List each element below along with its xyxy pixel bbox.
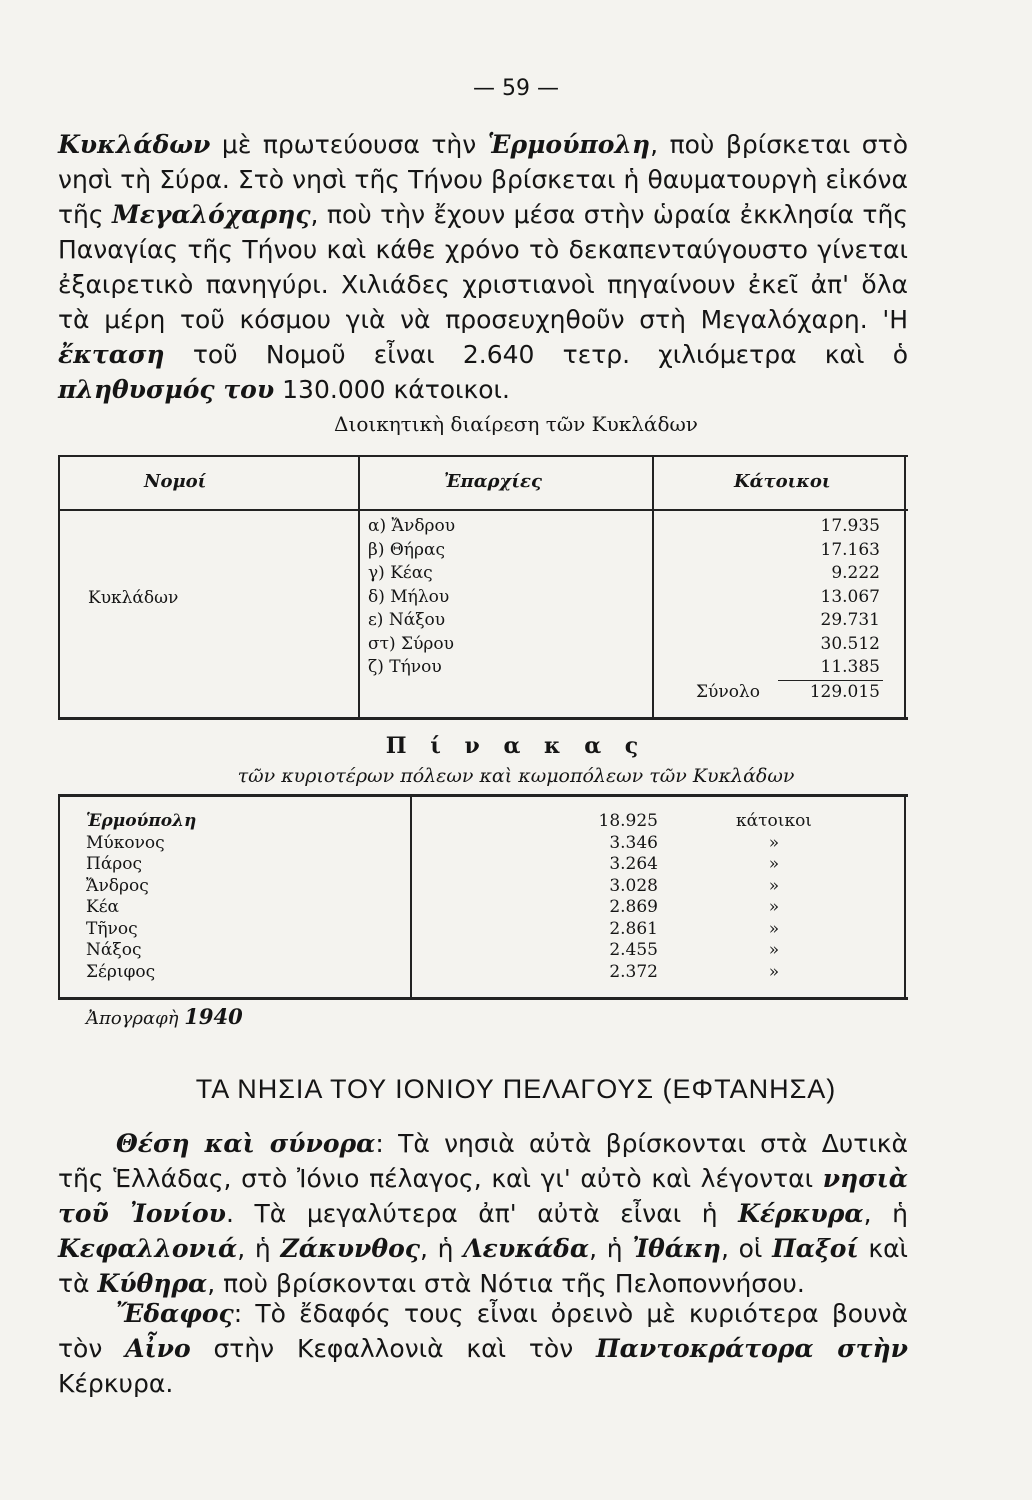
town-row: Ἄνδρος xyxy=(86,875,149,896)
town-population: 2.869 xyxy=(609,897,658,917)
town-row: Πάρος xyxy=(86,854,143,874)
header-prefectures: Νομοί xyxy=(144,471,207,492)
total-label: Σύνολο xyxy=(696,682,760,702)
population-value: 9.222 xyxy=(831,563,880,583)
province-populations xyxy=(758,515,880,680)
island-name: Κέρκυρα xyxy=(738,1199,864,1228)
population-value: 11.385 xyxy=(820,657,880,677)
ionian-terrain-paragraph: Ἔδαφος: Τὸ ἔδαφός τους εἶναι ὀρεινὸ μὲ κυριότερα βουνὰ τὸν Αἶνο στὴν Κεφαλλονιὰ καὶ τὸν Παντοκράτορα στὴν Κέρκυρα. xyxy=(58,1299,908,1398)
population-value: 17.163 xyxy=(820,539,880,560)
area-term: ἔκταση xyxy=(58,340,165,369)
town-population: 18.925 xyxy=(598,811,658,831)
census-note xyxy=(86,1004,243,1029)
section-heading: ΤΑ ΝΗΣΙΑ ΤΟΥ ΙΟΝΙΟΥ ΠΕΛΑΓΟΥΣ (ΕΦΤΑΝΗΣΑ) xyxy=(195,1074,837,1104)
province-row: ζ) Τήνου xyxy=(368,657,442,677)
census-label: Ἀπογραφὴ xyxy=(86,1008,179,1029)
ditto-mark: » xyxy=(768,940,780,960)
town-population: 3.264 xyxy=(609,854,658,874)
icon-term: Μεγαλόχαρης xyxy=(112,200,311,229)
total-value: 129.015 xyxy=(809,682,880,702)
population-value: 30.512 xyxy=(820,633,880,654)
town-population: 3.346 xyxy=(609,832,658,853)
unit-column xyxy=(714,811,834,983)
cyclades-term: Κυκλάδων xyxy=(58,130,211,159)
province-row: δ) Μήλου xyxy=(368,586,450,607)
town-row: Σέριφος xyxy=(86,961,156,982)
town-population: 2.455 xyxy=(609,940,658,960)
census-year: 1940 xyxy=(184,1004,243,1029)
province-list xyxy=(368,515,455,680)
ionian-position-paragraph: Θέση καὶ σύνορα: Τὰ νησιὰ αὐτὰ βρίσκονται στὰ Δυτικὰ τῆς Ἑλλάδας, στὸ Ἰόνιο πέλαγος, καὶ γι' αὐτὸ καὶ λέγονται νησιὰ τοῦ Ἰονίου. Τὰ μεγαλύτερα ἀπ' αὐτὰ εἶναι ἡ Κέρκυρα, ἡ Κεφαλλονιά, ἡ Ζάκυνθος, ἡ Λευκάδα, ἡ Ἰθάκη, οἱ Παξοί καὶ τὰ Κύθηρα, ποὺ βρίσκονται στὰ Νότια τῆς Πελοποννήσου. xyxy=(58,1129,909,1298)
town-row: Νάξος xyxy=(86,940,142,960)
ditto-mark: » xyxy=(768,875,780,896)
intro-paragraph: Κυκλάδων μὲ πρωτεύουσα τὴν Ἑρμούπολη, ποὺ βρίσκεται στὸ νησὶ τὴ Σύρα. Στὸ νησὶ τῆς Τήνου βρίσκεται ἡ θαυματουργὴ εἰκόνα τῆς Μεγαλόχαρης, ποὺ τὴν ἔχουν μέσα στὴν ὡραία ἐκκλησία τῆς Παναγίας τῆς Τήνου καὶ κάθε χρόνο τὸ δεκαπενταύγουστο γίνεται ἐξαιρετικὸ πανηγύρι. Χιλιάδες χριστιανοὶ πηγαίνουν ἐκεῖ ἀπ' ὅλα τὰ μέρη τοῦ κόσμου γιὰ νὰ προσευχηθοῦν στὴ Μεγαλόχαρη. 'Η ἔκταση τοῦ Νομοῦ εἶναι 2.640 τετρ. χιλιόμετρα καὶ ὁ πληθυσμός του 130.000 κάτοικοι. xyxy=(58,130,908,404)
page-number: — 59 — xyxy=(473,76,559,101)
admin-table xyxy=(58,455,908,720)
towns-table-subtitle: τῶν κυριοτέρων πόλεων καὶ κωμοπόλεων τῶν Κυκλάδων xyxy=(237,765,795,787)
population-term: πληθυσμός του xyxy=(58,375,275,404)
prefecture-name: Κυκλάδων xyxy=(88,588,179,608)
header-inhabitants: Κάτοικοι xyxy=(734,471,831,492)
population-value: 13.067 xyxy=(820,586,880,607)
ditto-mark: » xyxy=(768,918,780,939)
town-population: 2.372 xyxy=(609,961,658,982)
island-name: Κεφαλλονιά xyxy=(58,1234,238,1263)
town-population: 2.861 xyxy=(609,918,658,939)
admin-table-title: Διοικητικὴ διαίρεση τῶν Κυκλάδων xyxy=(334,412,698,436)
town-population: 3.028 xyxy=(609,875,658,896)
header-provinces: Ἐπαρχίες xyxy=(444,471,542,492)
ditto-mark: » xyxy=(768,854,780,874)
towns-table-title: Π ί ν α κ α ς xyxy=(385,733,647,759)
ditto-mark: » xyxy=(768,897,780,917)
mountain-name: Αἶνο xyxy=(125,1334,191,1363)
island-name: Παξοί xyxy=(772,1234,859,1263)
mountain-name: Παντοκράτορα στὴν xyxy=(596,1334,908,1363)
province-row: β) Θήρας xyxy=(368,539,445,560)
island-name: Κύθηρα xyxy=(97,1269,208,1298)
capital-term: Ἑρμούπολη xyxy=(487,130,651,159)
town-row: Κέα xyxy=(86,897,119,917)
position-label: Θέση καὶ σύνορα xyxy=(116,1129,376,1158)
town-row: Ἑρμούπολη xyxy=(86,811,197,831)
terrain-label: Ἔδαφος xyxy=(116,1299,234,1328)
island-name: Λευκάδα xyxy=(463,1234,590,1263)
province-row: στ) Σύρου xyxy=(368,633,454,654)
island-name: Ζάκυνθος xyxy=(280,1234,420,1263)
population-value: 29.731 xyxy=(820,610,880,630)
province-row: α) Ἄνδρου xyxy=(368,516,456,536)
town-populations xyxy=(578,811,658,983)
island-name: Ἰθάκη xyxy=(632,1234,721,1263)
town-row: Τῆνος xyxy=(86,918,138,939)
towns-table xyxy=(58,794,908,1000)
ditto-mark: » xyxy=(768,832,780,853)
unit-label: κάτοικοι xyxy=(736,811,812,831)
ionian-term: νησιὰ τοῦ Ἰονίου xyxy=(58,1164,908,1228)
town-row: Μύκονος xyxy=(86,832,165,853)
town-list xyxy=(86,811,196,983)
population-value: 17.935 xyxy=(820,516,880,536)
ditto-mark: » xyxy=(768,961,780,982)
province-row: ε) Νάξου xyxy=(368,610,446,630)
province-row: γ) Κέας xyxy=(368,563,433,583)
